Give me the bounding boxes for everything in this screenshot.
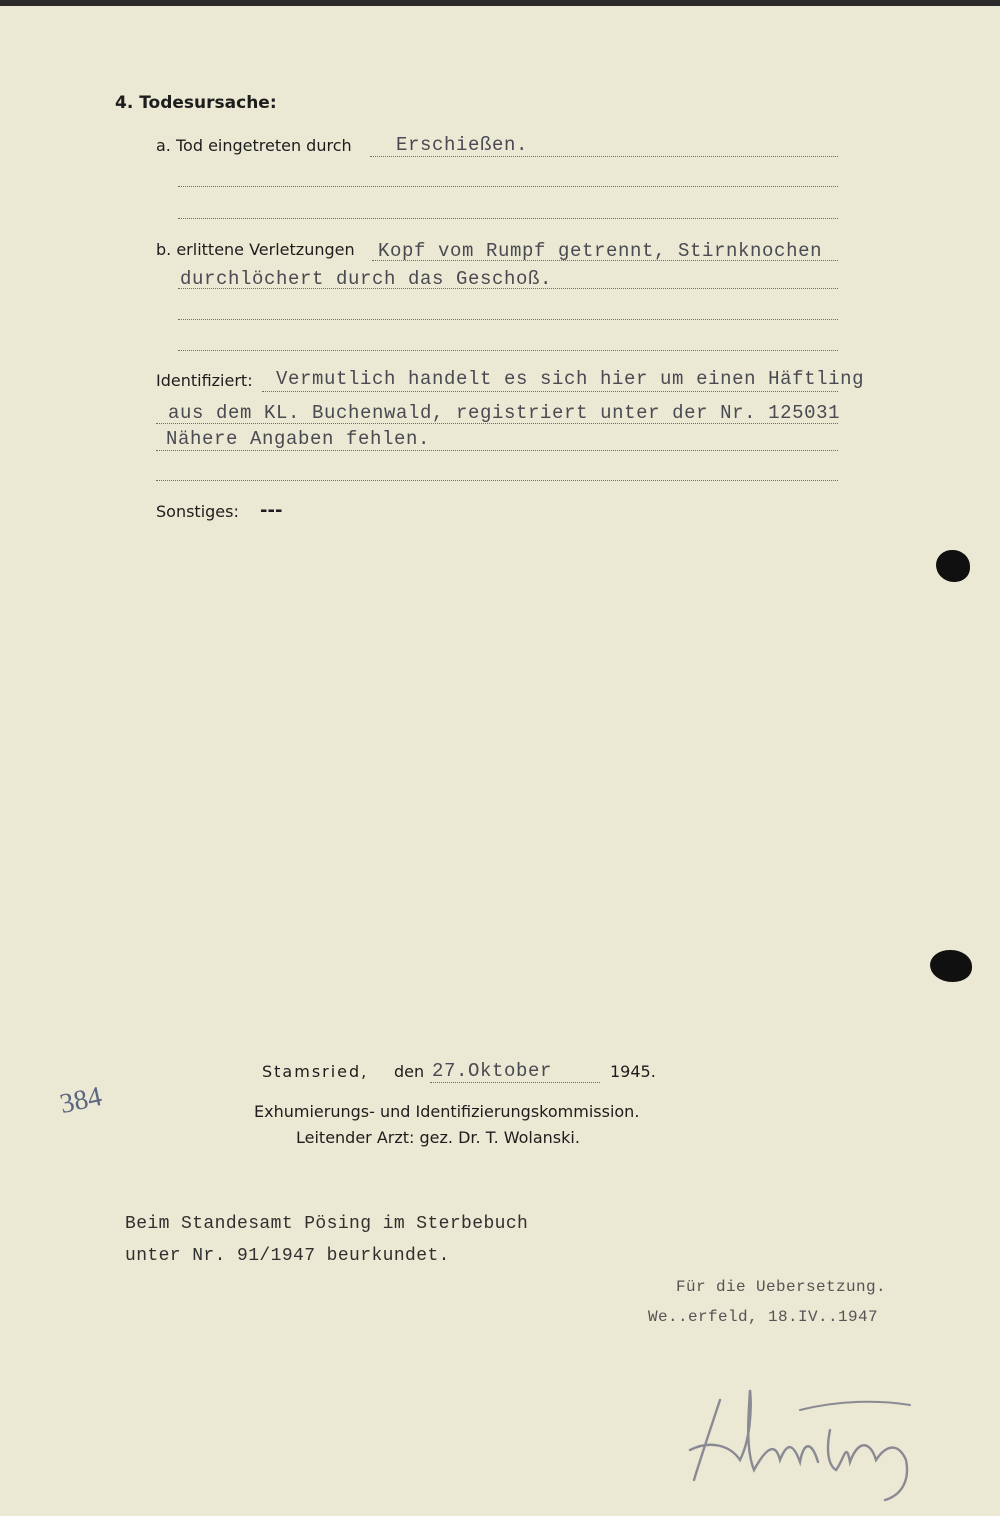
closing-place: Stamsried, (262, 1062, 369, 1081)
registry-line2: unter Nr. 91/1947 beurkundet. (125, 1246, 450, 1266)
death-cause-value: Erschießen. (396, 134, 529, 156)
identified-line2: aus dem KL. Buchenwald, registriert unter der Nr. 125031 (168, 402, 841, 424)
doctor-signature-line: Leitender Arzt: gez. Dr. T. Wolanski. (296, 1128, 580, 1147)
injuries-value-line2: durchlöchert durch das Geschoß. (180, 268, 553, 290)
signature-icon (680, 1370, 940, 1510)
dotted-line (178, 319, 838, 320)
closing-year: 1945. (610, 1062, 656, 1081)
dotted-line (370, 156, 838, 157)
registry-line1: Beim Standesamt Pösing im Sterbebuch (125, 1214, 529, 1234)
dotted-line (262, 391, 838, 392)
identified-line3: Nähere Angaben fehlen. (166, 428, 431, 450)
translation-line2: We..erfeld, 18.IV..1947 (648, 1308, 879, 1326)
injuries-label: b. erlittene Verletzungen (156, 240, 355, 259)
other-label: Sonstiges: (156, 502, 239, 521)
identified-line1: Vermutlich handelt es sich hier um einen Häftling (276, 368, 865, 390)
punch-hole (930, 950, 972, 982)
section-title: 4. Todesursache: (115, 93, 277, 113)
injuries-value-line1: Kopf vom Rumpf getrennt, Stirnknochen (378, 240, 823, 262)
death-cause-label: a. Tod eingetreten durch (156, 136, 352, 155)
closing-date: 27.Oktober (432, 1060, 553, 1082)
dotted-line (178, 218, 838, 219)
closing-den: den (394, 1062, 425, 1081)
dotted-line (178, 350, 838, 351)
other-value: --- (260, 500, 283, 521)
dotted-line (156, 450, 838, 451)
dotted-line (178, 186, 838, 187)
dotted-line (156, 480, 838, 481)
page-top-edge (0, 0, 1000, 6)
dotted-line (430, 1082, 600, 1083)
identified-label: Identifiziert: (156, 371, 253, 390)
margin-number: 384 (57, 1080, 105, 1121)
punch-hole (936, 550, 970, 582)
translation-line1: Für die Uebersetzung. (676, 1278, 887, 1296)
commission-name: Exhumierungs- und Identifizierungskommission. (254, 1102, 640, 1121)
